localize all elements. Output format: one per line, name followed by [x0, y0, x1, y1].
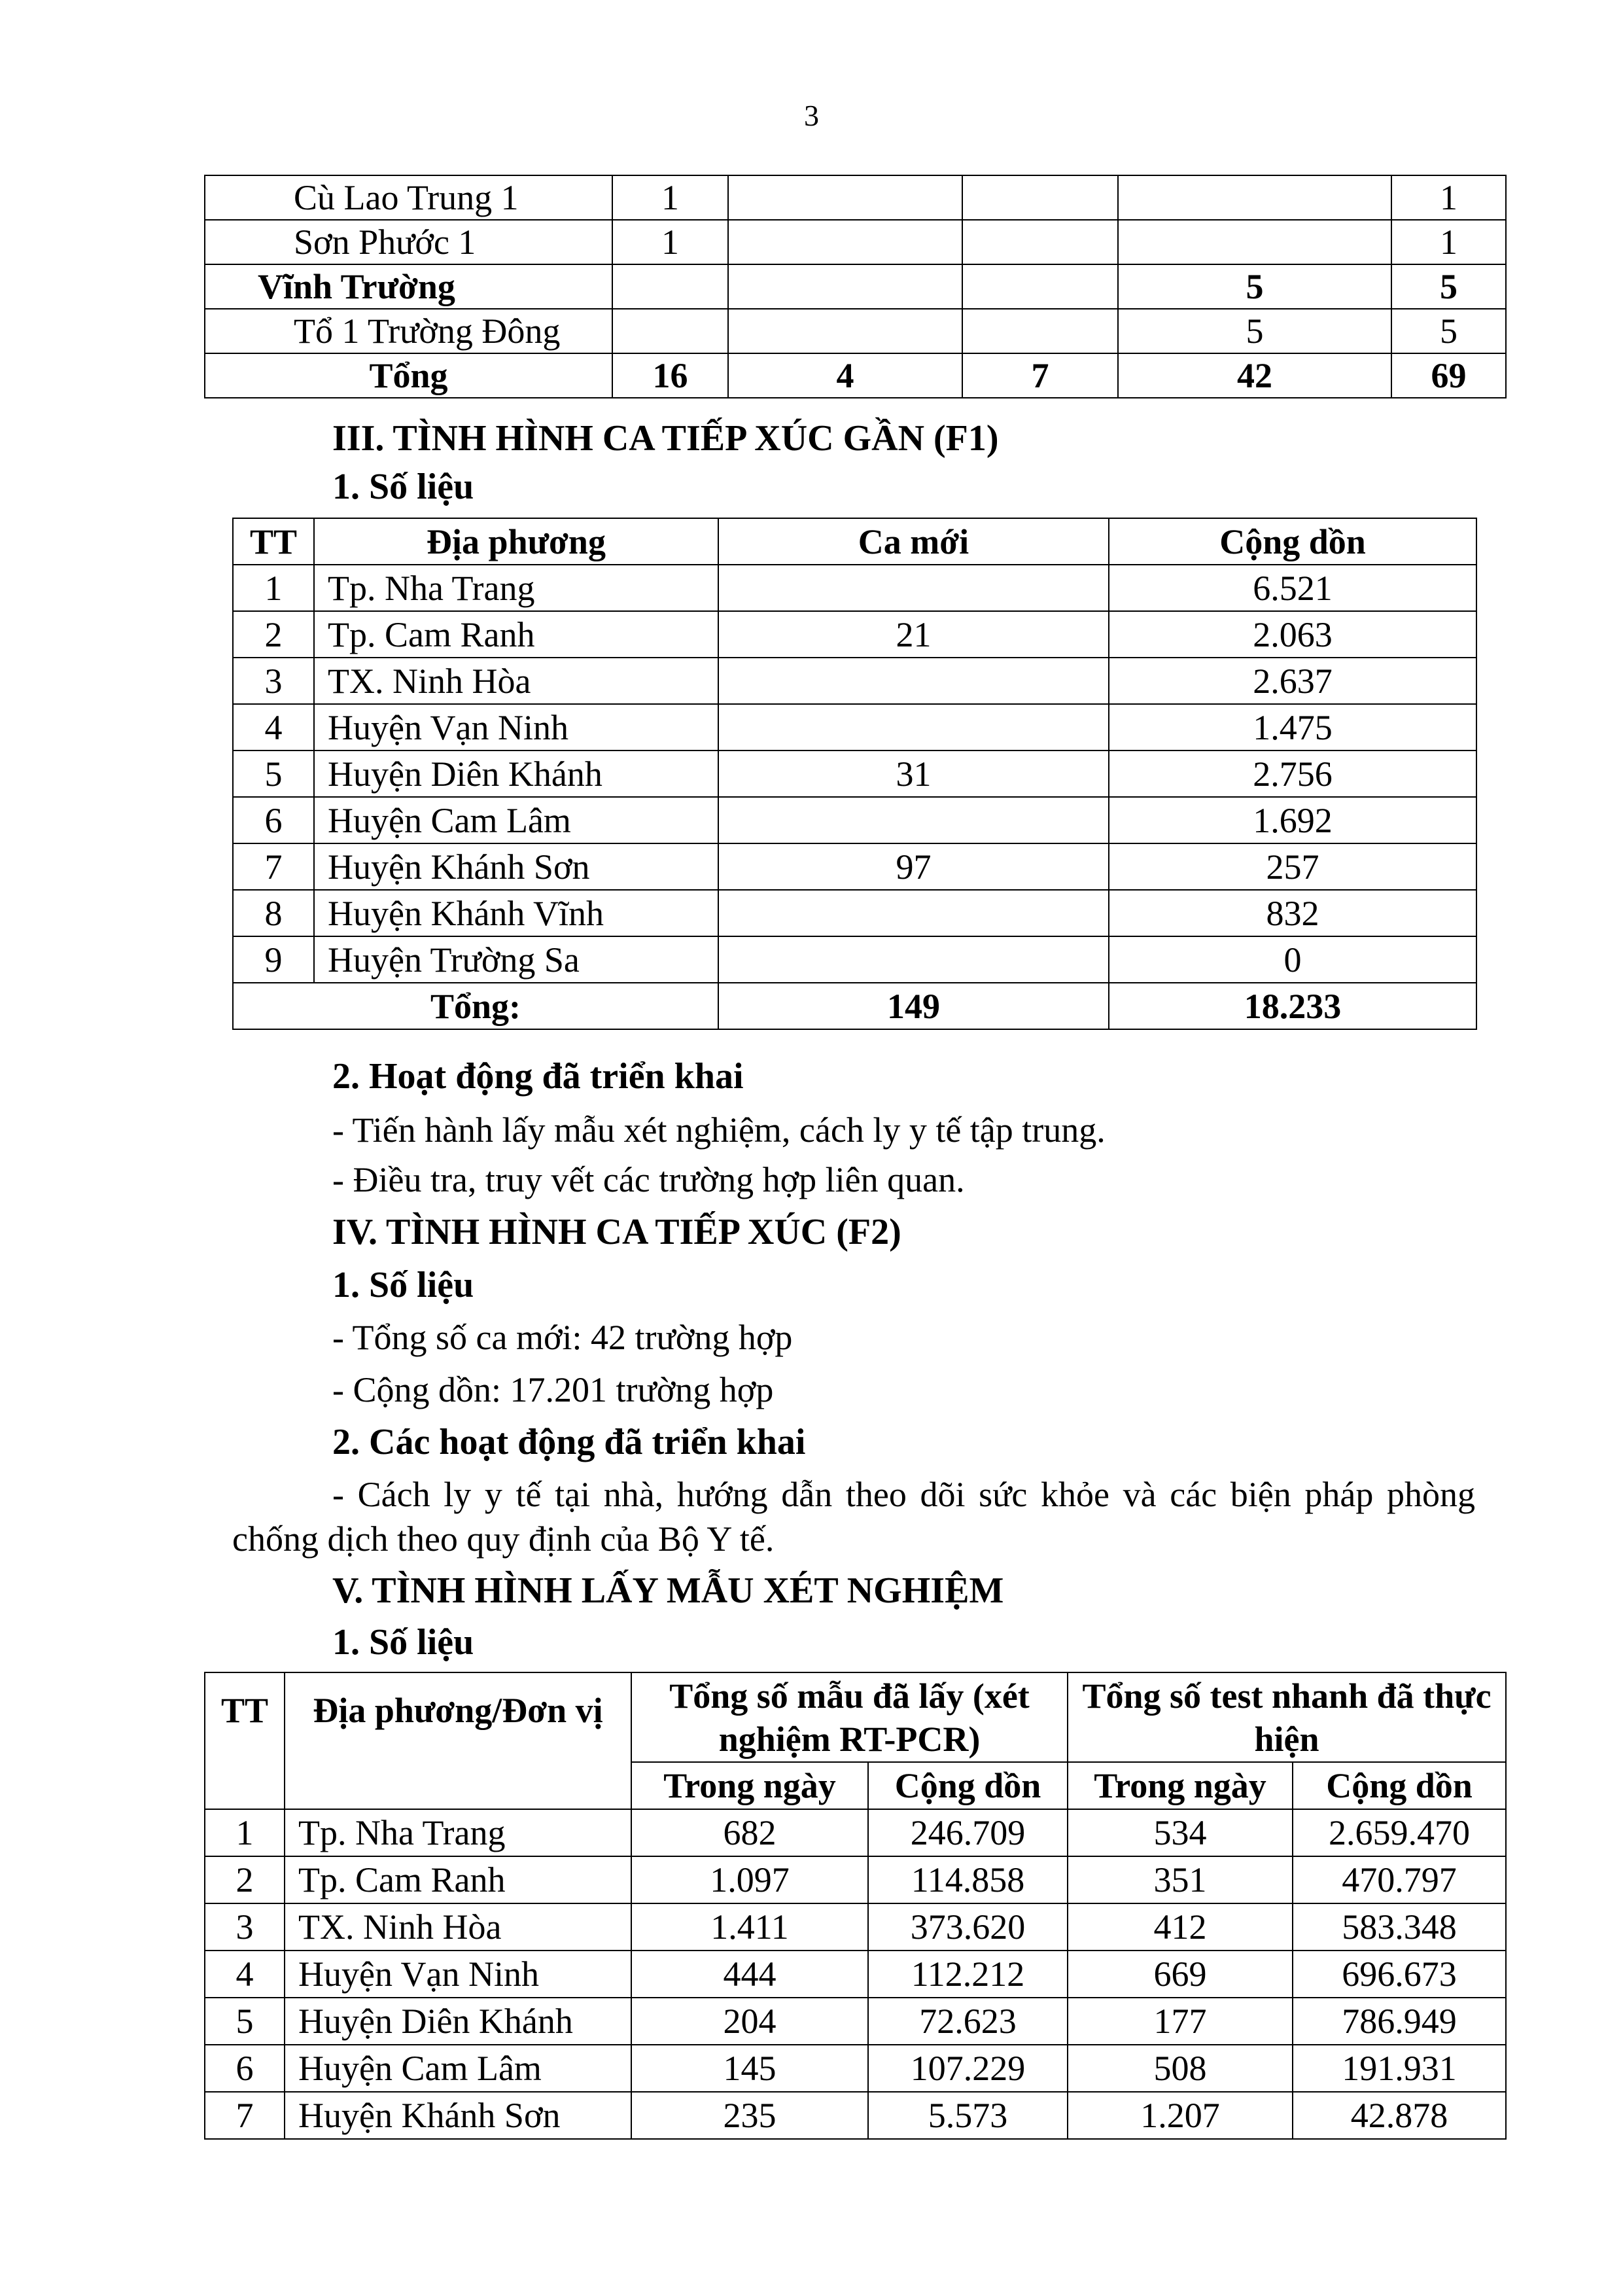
value-cell: 1.411 — [631, 1903, 868, 1951]
locality-cell: Cù Lao Trung 1 — [205, 175, 612, 220]
table-row — [233, 611, 1476, 658]
new-cell: 21 — [718, 611, 1109, 658]
table-row — [233, 936, 1476, 983]
cumulative-cell: 2.756 — [1109, 751, 1476, 797]
page-number: 3 — [804, 99, 819, 132]
table-row — [233, 890, 1476, 936]
f2-cumulative-line: - Cộng dồn: 17.201 trường hợp — [332, 1370, 774, 1409]
total-value: 42 — [1118, 353, 1391, 398]
header-tt: TT — [205, 1672, 285, 1809]
value-cell: 204 — [631, 1998, 868, 2045]
value-cell: 1 — [612, 175, 728, 220]
value-cell: 669 — [1068, 1951, 1293, 1998]
new-cell: 97 — [718, 843, 1109, 890]
tt-cell: 6 — [233, 797, 314, 843]
total-cell: 1 — [1391, 175, 1506, 220]
locality-cell: Tp. Nha Trang — [314, 565, 718, 611]
new-cell: 31 — [718, 751, 1109, 797]
value-cell: 534 — [1068, 1809, 1293, 1856]
unit-cell: Huyện Cam Lâm — [285, 2045, 631, 2092]
cumulative-cell: 257 — [1109, 843, 1476, 890]
tt-cell: 1 — [233, 565, 314, 611]
table-row — [205, 2045, 1506, 2092]
table-row — [205, 309, 1506, 353]
section-4-subheading-data: 1. Số liệu — [332, 1265, 474, 1305]
activity-line: - Điều tra, truy vết các trường hợp liên quan. — [332, 1160, 965, 1199]
value-cell: 114.858 — [868, 1856, 1068, 1903]
value-cell: 5 — [1118, 264, 1391, 309]
header-locality: Địa phương — [314, 518, 718, 565]
value-cell: 1 — [612, 220, 728, 264]
new-cell — [718, 658, 1109, 704]
locality-cell: TX. Ninh Hòa — [314, 658, 718, 704]
header-rapid-test-group: Tổng số test nhanh đã thực hiện — [1068, 1672, 1506, 1762]
f2-new-cases-line: - Tổng số ca mới: 42 trường hợp — [332, 1318, 793, 1357]
total-value: 4 — [728, 353, 962, 398]
section-5-subheading-data: 1. Số liệu — [332, 1622, 474, 1663]
cumulative-cell: 2.063 — [1109, 611, 1476, 658]
total-value: 69 — [1391, 353, 1506, 398]
table-total-row — [233, 983, 1476, 1029]
value-cell: 246.709 — [868, 1809, 1068, 1856]
total-label: Tổng — [205, 353, 612, 398]
section-4-heading: IV. TÌNH HÌNH CA TIẾP XÚC (F2) — [332, 1212, 901, 1252]
table-row — [205, 175, 1506, 220]
table-total-row — [205, 353, 1506, 398]
tt-cell: 4 — [233, 704, 314, 751]
value-cell: 72.623 — [868, 1998, 1068, 2045]
locality-cell: Huyện Diên Khánh — [314, 751, 718, 797]
table-row — [233, 704, 1476, 751]
value-cell: 682 — [631, 1809, 868, 1856]
cumulative-cell: 0 — [1109, 936, 1476, 983]
value-cell: 42.878 — [1293, 2092, 1506, 2139]
value-cell — [962, 309, 1118, 353]
testing-table — [204, 1672, 1507, 2140]
total-label: Tổng: — [233, 983, 718, 1029]
header-rtpcr-group: Tổng số mẫu đã lấy (xét nghiệm RT-PCR) — [631, 1672, 1068, 1762]
value-cell: 470.797 — [1293, 1856, 1506, 1903]
value-cell: 351 — [1068, 1856, 1293, 1903]
activity-line: - Tiến hành lấy mẫu xét nghiệm, cách ly y tế tập trung. — [332, 1110, 1106, 1150]
unit-cell: Huyện Diên Khánh — [285, 1998, 631, 2045]
value-cell: 5.573 — [868, 2092, 1068, 2139]
table-row — [233, 751, 1476, 797]
total-value: 7 — [962, 353, 1118, 398]
cases-table-continued — [204, 175, 1507, 398]
table-row — [233, 565, 1476, 611]
tt-cell: 3 — [233, 658, 314, 704]
value-cell — [728, 309, 962, 353]
table-row — [205, 264, 1506, 309]
tt-cell: 7 — [205, 2092, 285, 2139]
header-new-cases: Ca mới — [718, 518, 1109, 565]
tt-cell: 2 — [205, 1856, 285, 1903]
cumulative-cell: 6.521 — [1109, 565, 1476, 611]
tt-cell: 9 — [233, 936, 314, 983]
subheader-cumulative: Cộng dồn — [1293, 1762, 1506, 1809]
subheader-daily: Trong ngày — [1068, 1762, 1293, 1809]
table-row — [205, 1951, 1506, 1998]
value-cell: 235 — [631, 2092, 868, 2139]
total-cell: 5 — [1391, 309, 1506, 353]
section-4-subheading-activities: 2. Các hoạt động đã triển khai — [332, 1422, 806, 1462]
value-cell: 145 — [631, 2045, 868, 2092]
locality-cell: Huyện Khánh Vĩnh — [314, 890, 718, 936]
new-cell — [718, 890, 1109, 936]
value-cell: 412 — [1068, 1903, 1293, 1951]
value-cell: 107.229 — [868, 2045, 1068, 2092]
section-3-heading: III. TÌNH HÌNH CA TIẾP XÚC GẦN (F1) — [332, 418, 999, 459]
value-cell: 444 — [631, 1951, 868, 1998]
tt-cell: 1 — [205, 1809, 285, 1856]
tt-cell: 5 — [205, 1998, 285, 2045]
total-cell: 5 — [1391, 264, 1506, 309]
cumulative-cell: 832 — [1109, 890, 1476, 936]
value-cell — [728, 175, 962, 220]
header-tt: TT — [233, 518, 314, 565]
unit-cell: Huyện Khánh Sơn — [285, 2092, 631, 2139]
table-header-row — [233, 518, 1476, 565]
header-cumulative: Cộng dồn — [1109, 518, 1476, 565]
tt-cell: 3 — [205, 1903, 285, 1951]
cumulative-cell: 1.692 — [1109, 797, 1476, 843]
value-cell — [962, 264, 1118, 309]
table-row — [205, 220, 1506, 264]
value-cell — [962, 220, 1118, 264]
f2-activities-paragraph: - Cách ly y tế tại nhà, hướng dẫn theo dõi sức khỏe và các biện pháp phòng chống dịch theo quy định của Bộ Y tế. — [232, 1475, 1475, 1559]
value-cell: 696.673 — [1293, 1951, 1506, 1998]
total-cumulative: 18.233 — [1109, 983, 1476, 1029]
new-cell — [718, 936, 1109, 983]
locality-cell: Huyện Vạn Ninh — [314, 704, 718, 751]
unit-cell: Huyện Vạn Ninh — [285, 1951, 631, 1998]
value-cell: 191.931 — [1293, 2045, 1506, 2092]
value-cell — [728, 264, 962, 309]
locality-cell: Huyện Trường Sa — [314, 936, 718, 983]
locality-cell: Vĩnh Trường — [205, 264, 612, 309]
value-cell: 1.207 — [1068, 2092, 1293, 2139]
section-3-subheading-data: 1. Số liệu — [332, 467, 474, 507]
table-row — [205, 1856, 1506, 1903]
value-cell: 786.949 — [1293, 1998, 1506, 2045]
unit-cell: Tp. Cam Ranh — [285, 1856, 631, 1903]
total-new: 149 — [718, 983, 1109, 1029]
value-cell: 508 — [1068, 2045, 1293, 2092]
value-cell: 2.659.470 — [1293, 1809, 1506, 1856]
subheader-daily: Trong ngày — [631, 1762, 868, 1809]
tt-cell: 2 — [233, 611, 314, 658]
tt-cell: 4 — [205, 1951, 285, 1998]
total-cell: 1 — [1391, 220, 1506, 264]
tt-cell: 8 — [233, 890, 314, 936]
locality-cell: Huyện Khánh Sơn — [314, 843, 718, 890]
value-cell: 1.097 — [631, 1856, 868, 1903]
value-cell: 112.212 — [868, 1951, 1068, 1998]
table-header-row — [205, 1672, 1506, 1762]
new-cell — [718, 797, 1109, 843]
cumulative-cell: 1.475 — [1109, 704, 1476, 751]
locality-cell: Tổ 1 Trường Đông — [205, 309, 612, 353]
unit-cell: Tp. Nha Trang — [285, 1809, 631, 1856]
tt-cell: 6 — [205, 2045, 285, 2092]
locality-cell: Huyện Cam Lâm — [314, 797, 718, 843]
table-row — [233, 797, 1476, 843]
locality-cell: Tp. Cam Ranh — [314, 611, 718, 658]
value-cell — [1118, 220, 1391, 264]
unit-cell: TX. Ninh Hòa — [285, 1903, 631, 1951]
f1-contacts-table — [232, 518, 1477, 1030]
table-row — [205, 2092, 1506, 2139]
new-cell — [718, 565, 1109, 611]
locality-cell: Sơn Phước 1 — [205, 220, 612, 264]
table-row — [205, 1998, 1506, 2045]
tt-cell: 7 — [233, 843, 314, 890]
value-cell — [962, 175, 1118, 220]
total-value: 16 — [612, 353, 728, 398]
value-cell: 373.620 — [868, 1903, 1068, 1951]
new-cell — [718, 704, 1109, 751]
table-row — [233, 658, 1476, 704]
section-5-heading: V. TÌNH HÌNH LẤY MẪU XÉT NGHIỆM — [332, 1570, 1004, 1611]
table-row — [205, 1809, 1506, 1856]
tt-cell: 5 — [233, 751, 314, 797]
table-row — [233, 843, 1476, 890]
table-row — [205, 1903, 1506, 1951]
value-cell — [612, 309, 728, 353]
value-cell — [612, 264, 728, 309]
value-cell: 177 — [1068, 1998, 1293, 2045]
cumulative-cell: 2.637 — [1109, 658, 1476, 704]
value-cell — [728, 220, 962, 264]
header-unit: Địa phương/Đơn vị — [285, 1672, 631, 1809]
value-cell: 5 — [1118, 309, 1391, 353]
section-3-subheading-activities: 2. Hoạt động đã triển khai — [332, 1056, 744, 1097]
value-cell: 583.348 — [1293, 1903, 1506, 1951]
value-cell — [1118, 175, 1391, 220]
subheader-cumulative: Cộng dồn — [868, 1762, 1068, 1809]
